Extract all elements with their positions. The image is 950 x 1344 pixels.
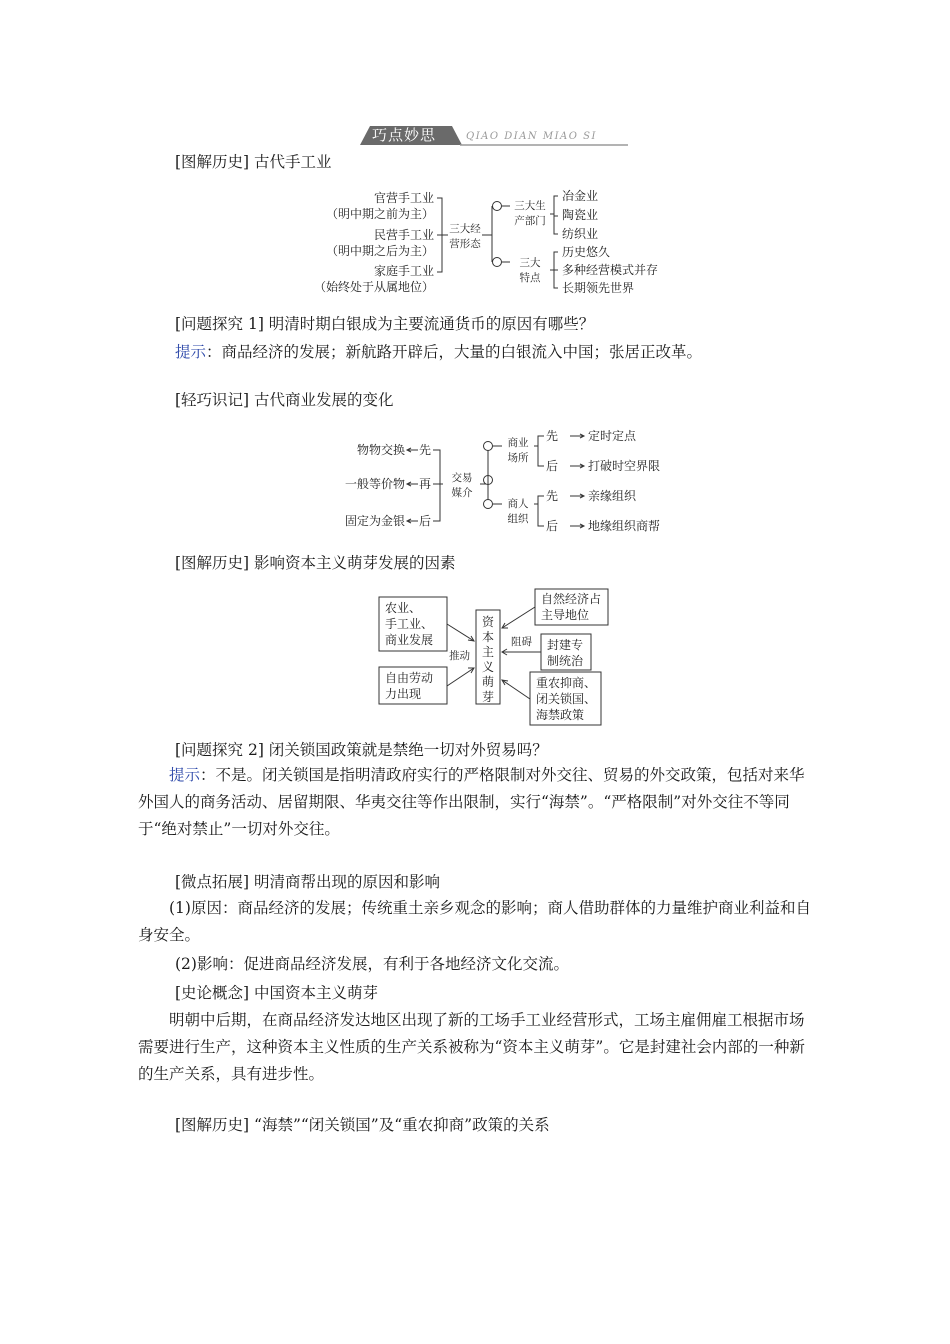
d3-center-4: 义 [481, 660, 495, 674]
d3-r3-2: 闭关锁国、 [536, 692, 597, 706]
d2-top-o2: 后 [546, 459, 559, 473]
hint-label: 提示 [175, 343, 207, 361]
d2-top-t2: 打破时空界限 [588, 459, 660, 473]
d3-r3-1: 重农抑商、 [536, 676, 597, 690]
capitalism-factors-diagram [375, 586, 615, 728]
d1-upper-b: 产部门 [514, 215, 546, 227]
banner-subtitle: QIAO DIAN MIAO SI [466, 131, 597, 142]
d3-r1-1: 自然经济占 [541, 592, 602, 606]
d1-left-1a: 官营手工业 [373, 191, 434, 205]
d2-order-2: 再 [419, 477, 432, 491]
concept-heading: [史论概念] 中国资本主义萌芽 [175, 984, 379, 1002]
d3-box2-2: 力出现 [385, 687, 422, 701]
d2-left-3: 固定为金银 [344, 514, 405, 528]
d2-bot-t2: 地缘组织商帮 [588, 519, 660, 533]
d2-mid-b: 媒介 [451, 487, 473, 499]
d2-left-1: 物物交换 [356, 443, 405, 457]
d1-left-1b: （明中期之前为主） [325, 207, 434, 221]
d2-left-2: 一般等价物 [344, 477, 405, 491]
d3-r2-1: 封建专 [547, 638, 584, 652]
d2-bot-o1: 先 [546, 489, 559, 503]
d3-center-5: 萌 [481, 675, 495, 689]
commerce-diagram [330, 424, 660, 536]
section-heading: [图解历史] 影响资本主义萌芽发展的因素 [175, 554, 456, 572]
d2-order-1: 先 [419, 443, 432, 457]
section-heading: [图解历史] 古代手工业 [175, 153, 332, 171]
d3-center-3: 主 [481, 645, 495, 659]
hint-text: ：商品经济的发展；新航路开辟后，大量的白银流入中国；张居正改革。 [206, 343, 703, 361]
extension-reason: (1)原因：商品经济的发展；传统重土亲乡观念的影响；商人借助群体的力量维护商业利益和自身安全。 [138, 899, 811, 944]
d2-top-o1: 先 [546, 429, 559, 443]
d1-mid-b: 营形态 [449, 238, 481, 250]
d3-box1-1: 农业、 [385, 601, 422, 615]
d3-r1-2: 主导地位 [541, 608, 590, 622]
d1-mid-a: 三大经 [449, 223, 481, 235]
d1-lower-2: 多种经营模式并存 [562, 263, 659, 277]
section-heading: [轻巧识记] 古代商业发展的变化 [175, 391, 394, 409]
question-2: [问题探究 2] 闭关锁国政策就是禁绝一切对外贸易吗？ [175, 741, 548, 759]
d3-hinder-label: 阻碍 [511, 636, 532, 648]
d1-upper-1: 冶金业 [562, 189, 599, 203]
d1-lower-1: 历史悠久 [562, 245, 611, 259]
d3-r3-3: 海禁政策 [536, 708, 585, 722]
d2-top-a: 商业 [507, 437, 529, 449]
d3-box1-3: 商业发展 [385, 633, 434, 647]
d2-top-t1: 定时定点 [588, 429, 637, 443]
hint-text: ：不是。闭关锁国是指明清政府实行的严格限制对外交往、贸易的外交政策，包括对来华外国人的商务活动、居留期限、华夷交往等作出限制，实行“海禁”。“严格限制”对外交往不等同于“绝对禁止”一切对外交往。 [138, 766, 805, 838]
banner-title: 巧点妙思 [372, 126, 437, 144]
d3-center-1: 资 [481, 615, 495, 629]
d3-center-2: 本 [481, 630, 495, 644]
d1-upper-3: 纺织业 [562, 227, 599, 241]
d2-order-3: 后 [419, 514, 432, 528]
d1-lower-b: 特点 [519, 272, 541, 284]
d1-lower-a: 三大 [519, 257, 541, 269]
extension-heading: [微点拓展] 明清商帮出现的原因和影响 [175, 873, 441, 891]
d2-bot-b: 组织 [507, 513, 529, 525]
question-1: [问题探究 1] 明清时期白银成为主要流通货币的原因有哪些？ [175, 315, 595, 333]
d3-push-label: 推动 [449, 650, 470, 662]
handicraft-diagram [310, 186, 690, 300]
d2-bot-t1: 亲缘组织 [588, 489, 637, 503]
d2-top-b: 场所 [507, 452, 529, 464]
hint-2 [138, 762, 818, 843]
d3-center-6: 芽 [481, 690, 495, 704]
d1-upper-a: 三大生 [514, 200, 546, 212]
d3-box1-2: 手工业、 [385, 617, 434, 631]
d2-mid-a: 交易 [451, 472, 473, 484]
d1-left-3a: 家庭手工业 [373, 264, 434, 278]
d1-lower-3: 长期领先世界 [562, 281, 635, 295]
d1-upper-2: 陶瓷业 [562, 208, 599, 222]
concept-text: 明朝中后期，在商品经济发达地区出现了新的工场手工业经营形式，工场主雇佣雇工根据市场需要进行生产，这种资本主义性质的生产关系被称为“资本主义萌芽”。它是封建社会内部的一种新的生产关系，具有进步性。 [138, 1011, 805, 1083]
d3-box2-1: 自由劳动 [385, 671, 434, 685]
d2-bot-a: 商人 [507, 498, 529, 510]
d1-left-2b: （明中期之后为主） [325, 244, 434, 258]
d2-bot-o2: 后 [546, 519, 559, 533]
hint-label: 提示 [169, 766, 201, 784]
extension-impact: (2)影响：促进商品经济发展，有利于各地经济文化交流。 [175, 955, 569, 973]
d1-left-3b: （始终处于从属地位） [313, 280, 434, 294]
d3-r2-2: 制统治 [547, 654, 584, 668]
d1-left-2a: 民营手工业 [373, 228, 434, 242]
hint-1 [175, 340, 702, 362]
section-heading: [图解历史] “海禁”“闭关锁国”及“重农抑商”政策的关系 [175, 1116, 550, 1134]
